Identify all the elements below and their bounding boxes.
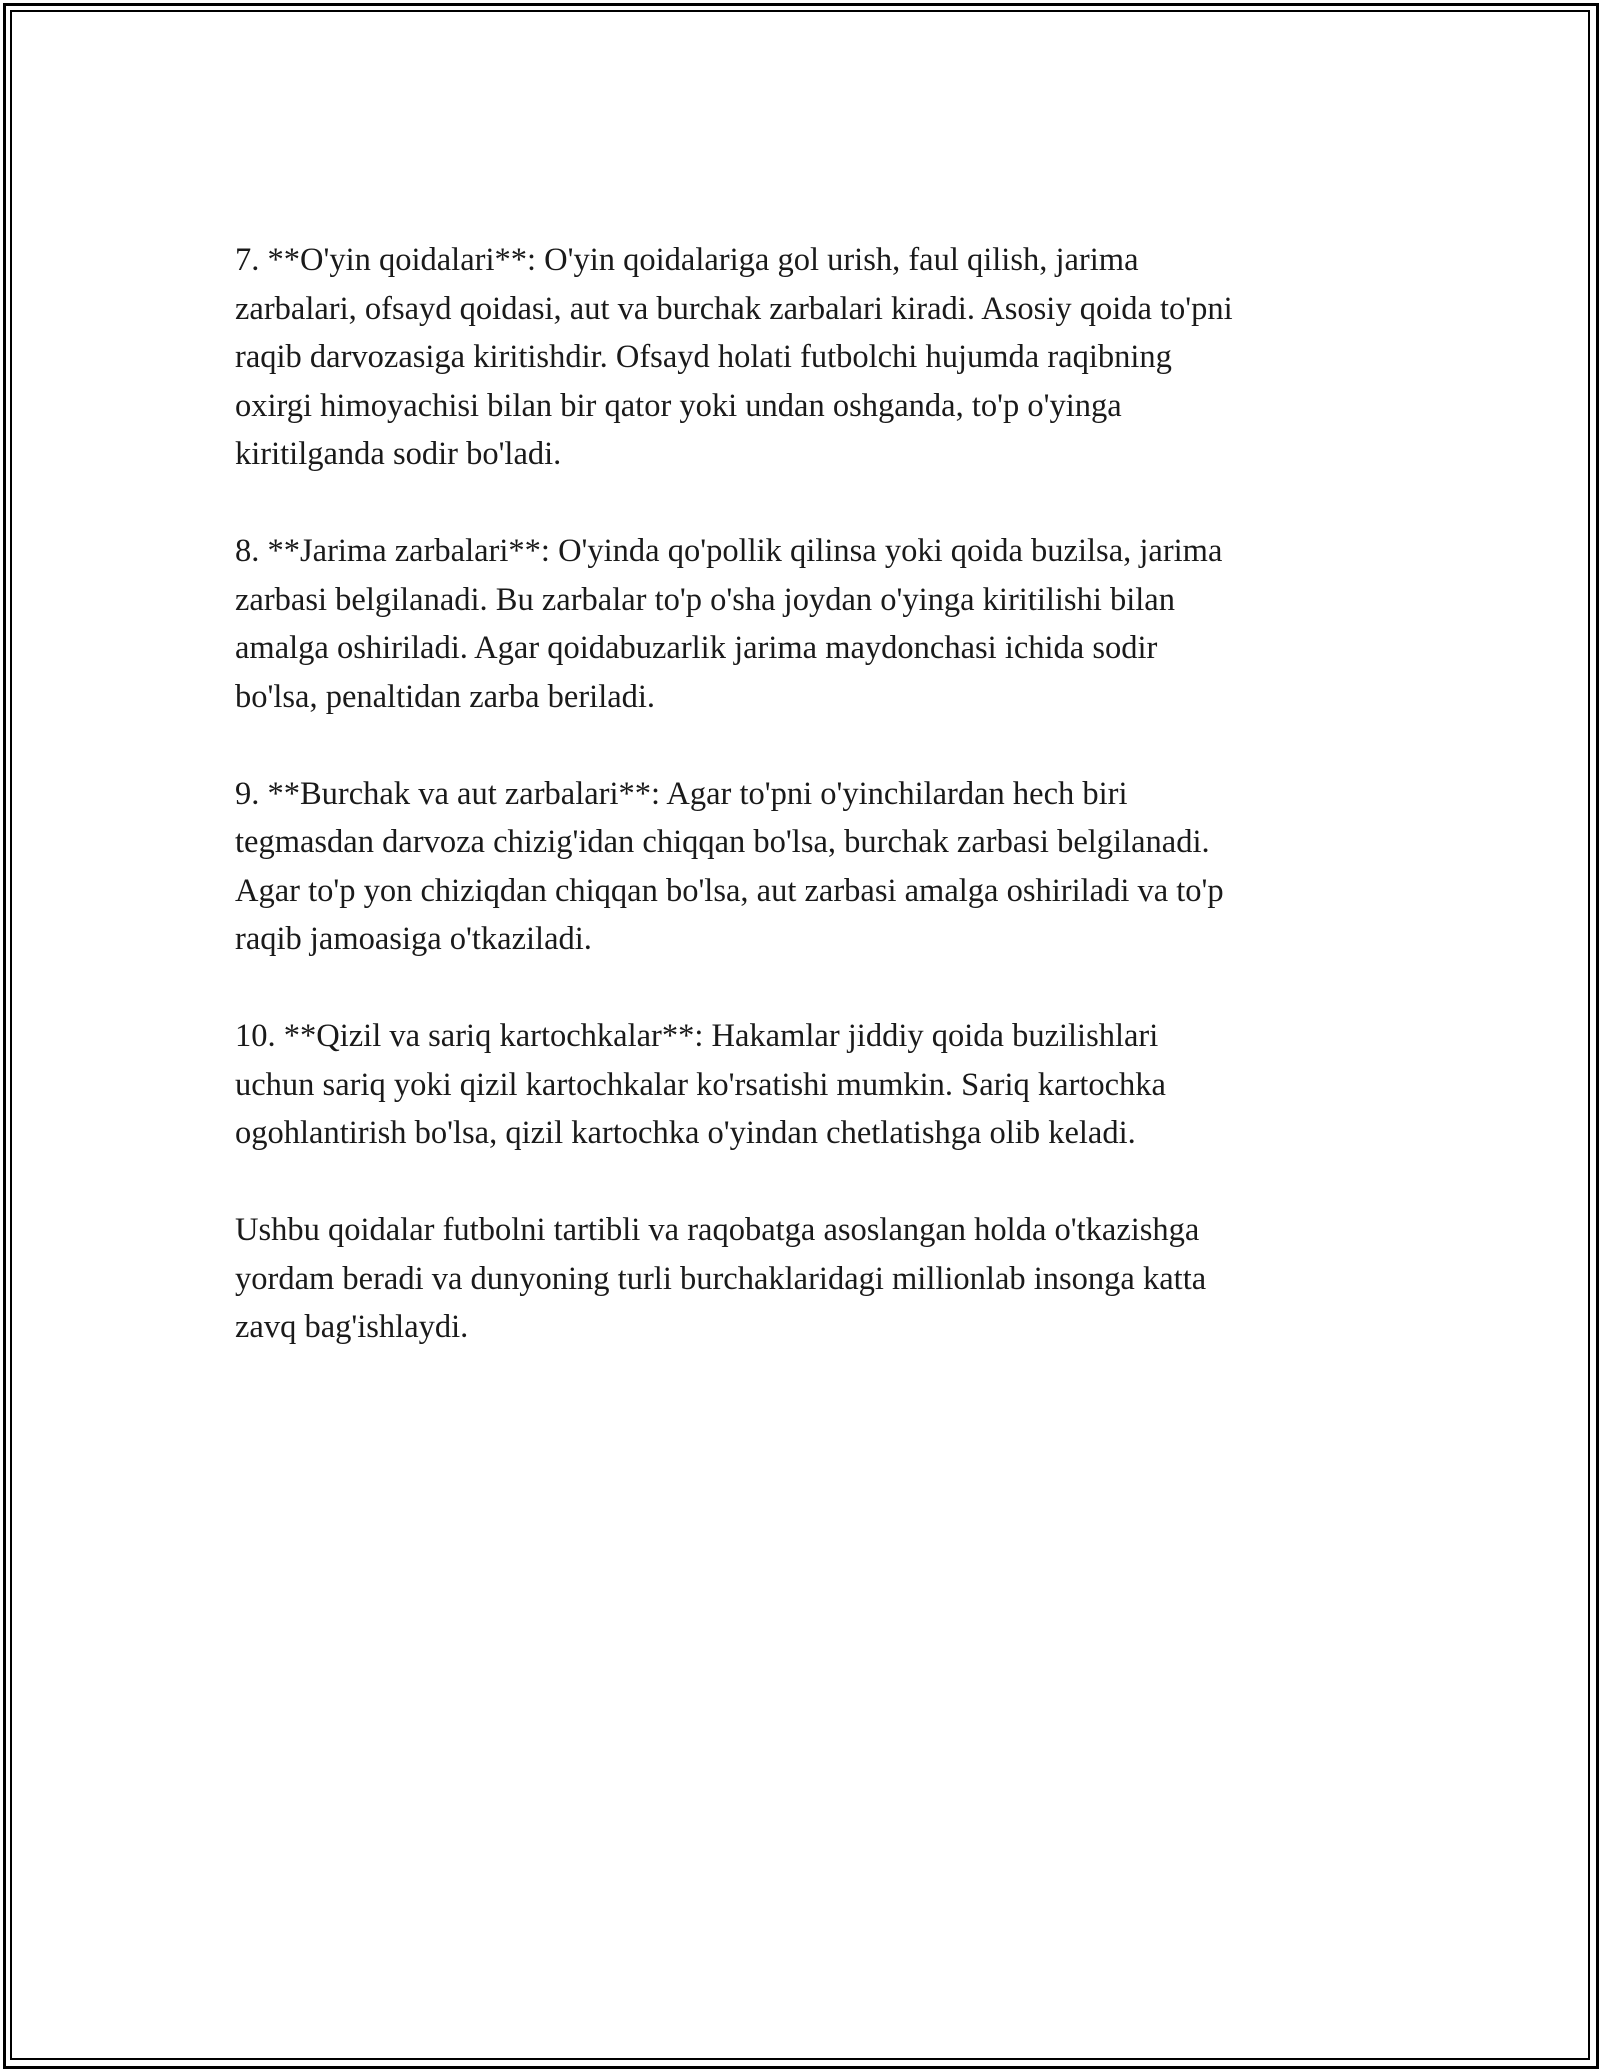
paragraph-free-kicks: 8. **Jarima zarbalari**: O'yinda qo'pollik qilinsa yoki qoida buzilsa, jarima zarbasi belgilanadi. Bu zarbalar to'p o'sha joydan o'yinga kiritilishi bilan amalga oshiriladi. Agar qoidabuzarlik jarima maydonchasi ichida sodir bo'lsa, penaltidan zarba beriladi. xyxy=(235,533,1223,715)
paragraph-cards: 10. **Qizil va sariq kartochkalar**: Hakamlar jiddiy qoida buzilishlari uchun sariq yoki qizil kartochkalar ko'rsatishi mumkin. Sariq kartochka ogohlantirish bo'lsa, qizil kartochka o'yindan chetlatishga olib keladi. xyxy=(235,1018,1166,1151)
paragraph-conclusion: Ushbu qoidalar futbolni tartibli va raqobatga asoslangan holda o'tkazishga yordam beradi va dunyoning turli burchaklaridagi millionlab insonga katta zavq bag'ishlaydi. xyxy=(235,1212,1207,1345)
document-body xyxy=(235,236,1385,1400)
paragraph-rules: 7. **O'yin qoidalari**: O'yin qoidalariga gol urish, faul qilish, jarima zarbalari, ofsayd qoidasi, aut va burchak zarbalari kiradi. Asosiy qoida to'pni raqib darvozasiga kiritishdir. Ofsayd holati futbolchi hujumda raqibning oxirgi himoyachisi bilan bir qator yoki undan oshganda, to'p o'yinga kiritilganda sodir bo'ladi. xyxy=(235,242,1233,472)
paragraph-corner-and-throw-in: 9. **Burchak va aut zarbalari**: Agar to'pni o'yinchilardan hech biri tegmasdan darvoza chizig'idan chiqqan bo'lsa, burchak zarbasi belgilanadi. Agar to'p yon chiziqdan chiqqan bo'lsa, aut zarbasi amalga oshiriladi va to'p raqib jamoasiga o'tkaziladi. xyxy=(235,775,1224,957)
